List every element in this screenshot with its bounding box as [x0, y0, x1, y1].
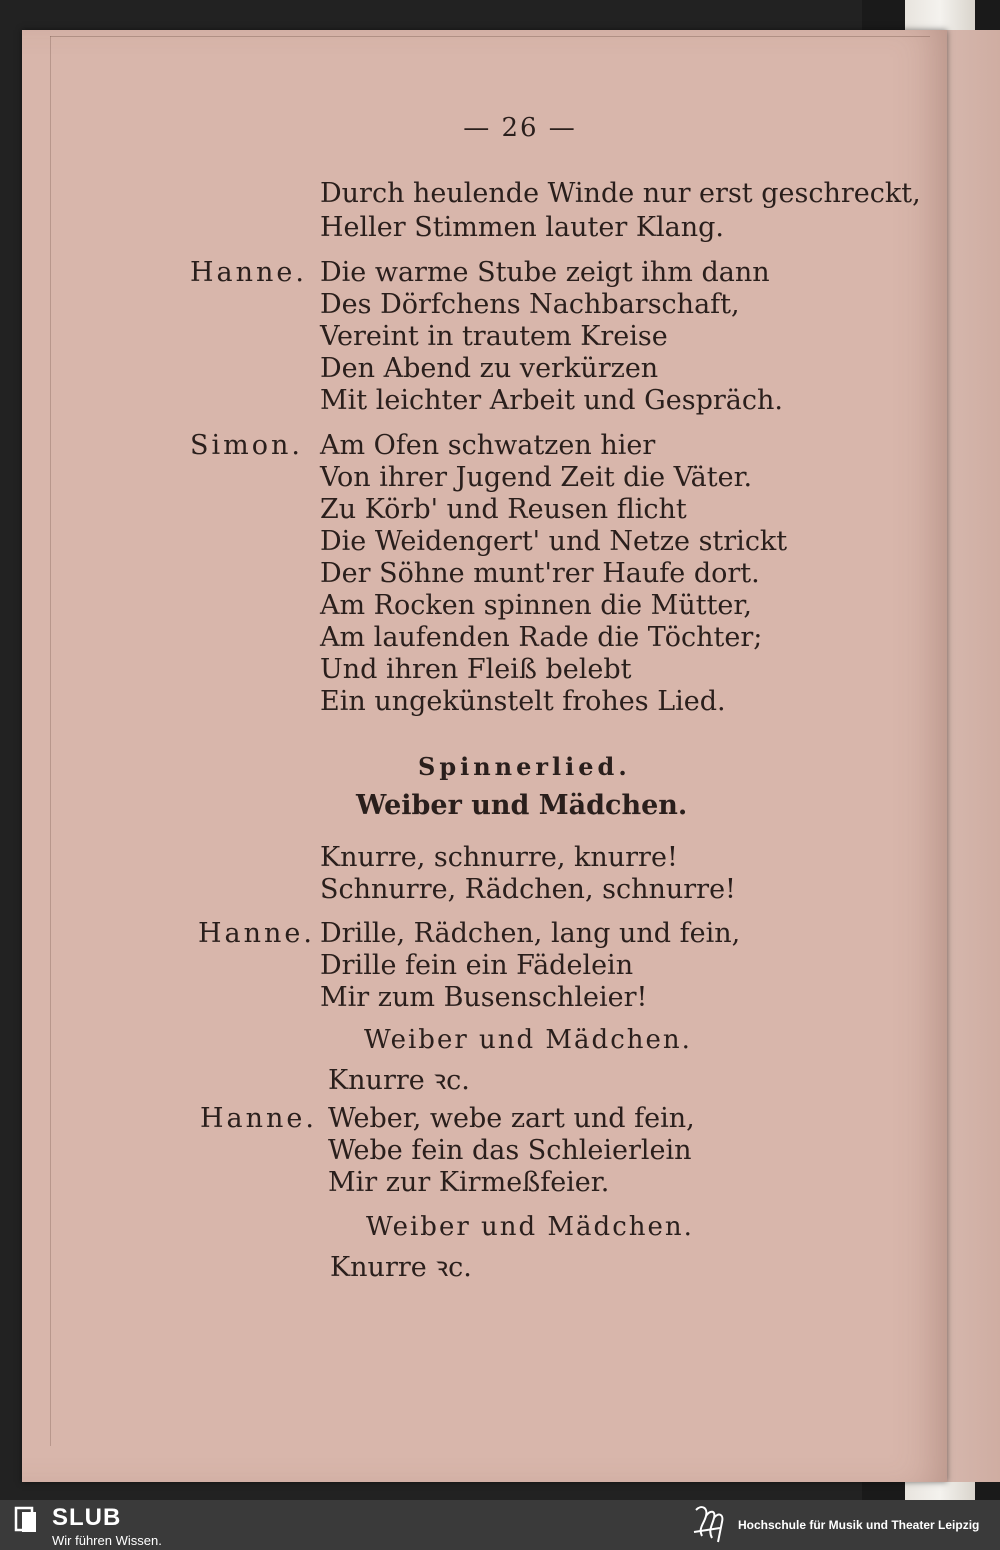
hmt-logo-icon: [690, 1502, 730, 1546]
verse-line: Weber, webe zart und fein,: [328, 1103, 695, 1134]
chorus-heading: Weiber und Mädchen.: [366, 1212, 694, 1242]
verse-line: Drille fein ein Fädelein: [320, 950, 634, 981]
verse-line: Zu Körb' und Reusen flicht: [320, 494, 687, 525]
verse-line: Mir zur Kirmeßfeier.: [328, 1167, 610, 1198]
verse-line: Und ihren Fleiß belebt: [320, 654, 632, 685]
verse-line: Von ihrer Jugend Zeit die Väter.: [320, 462, 753, 493]
speaker-label: Hanne.: [198, 918, 315, 949]
verse-line: Heller Stimmen lauter Klang.: [320, 212, 724, 243]
chorus-repeat: Knurre ꝛc.: [328, 1065, 470, 1096]
verse-line: Am Ofen schwatzen hier: [320, 430, 656, 461]
verse-line: Am Rocken spinnen die Mütter,: [320, 590, 752, 621]
chorus-repeat: Knurre ꝛc.: [330, 1252, 472, 1283]
speaker-label: Hanne.: [190, 257, 307, 288]
verse-line: Vereint in trautem Kreise: [320, 321, 668, 352]
verse-line: Ein ungekünstelt frohes Lied.: [320, 686, 726, 717]
verse-line: Am laufenden Rade die Töchter;: [320, 622, 763, 653]
slub-logo-icon: [14, 1506, 38, 1534]
speaker-label: Hanne.: [200, 1103, 317, 1134]
speaker-label: Simon.: [190, 430, 303, 461]
verse-line: Den Abend zu verkürzen: [320, 353, 659, 384]
chorus-heading: Weiber und Mädchen.: [364, 1025, 692, 1055]
verse-line: Mit leichter Arbeit und Gespräch.: [320, 385, 783, 416]
verse-line: Des Dörfchens Nachbarschaft,: [320, 289, 740, 320]
page-number: — 26 —: [463, 113, 577, 143]
footer-bar: [0, 1500, 1000, 1550]
verse-line: Die Weidengert' und Netze strickt: [320, 526, 788, 557]
slub-tagline: Wir führen Wissen.: [52, 1533, 162, 1548]
chorus-heading: Weiber und Mädchen.: [356, 790, 688, 821]
slub-brand: SLUB: [52, 1504, 122, 1531]
verse-line: Webe fein das Schleierlein: [328, 1135, 692, 1166]
verse-line: Die warme Stube zeigt ihm dann: [320, 257, 770, 288]
verse-line: Durch heulende Winde nur erst geschreckt,: [320, 178, 921, 209]
chorus-line: Knurre, schnurre, knurre!: [320, 842, 678, 873]
chorus-line: Schnurre, Rädchen, schnurre!: [320, 874, 736, 905]
song-title: Spinnerlied.: [418, 752, 631, 781]
verse-line: Der Söhne munt'rer Haufe dort.: [320, 558, 760, 589]
partner-label: Hochschule für Musik und Theater Leipzig: [738, 1518, 980, 1532]
verse-line: Drille, Rädchen, lang und fein,: [320, 918, 741, 949]
verse-line: Mir zum Busenschleier!: [320, 982, 648, 1013]
